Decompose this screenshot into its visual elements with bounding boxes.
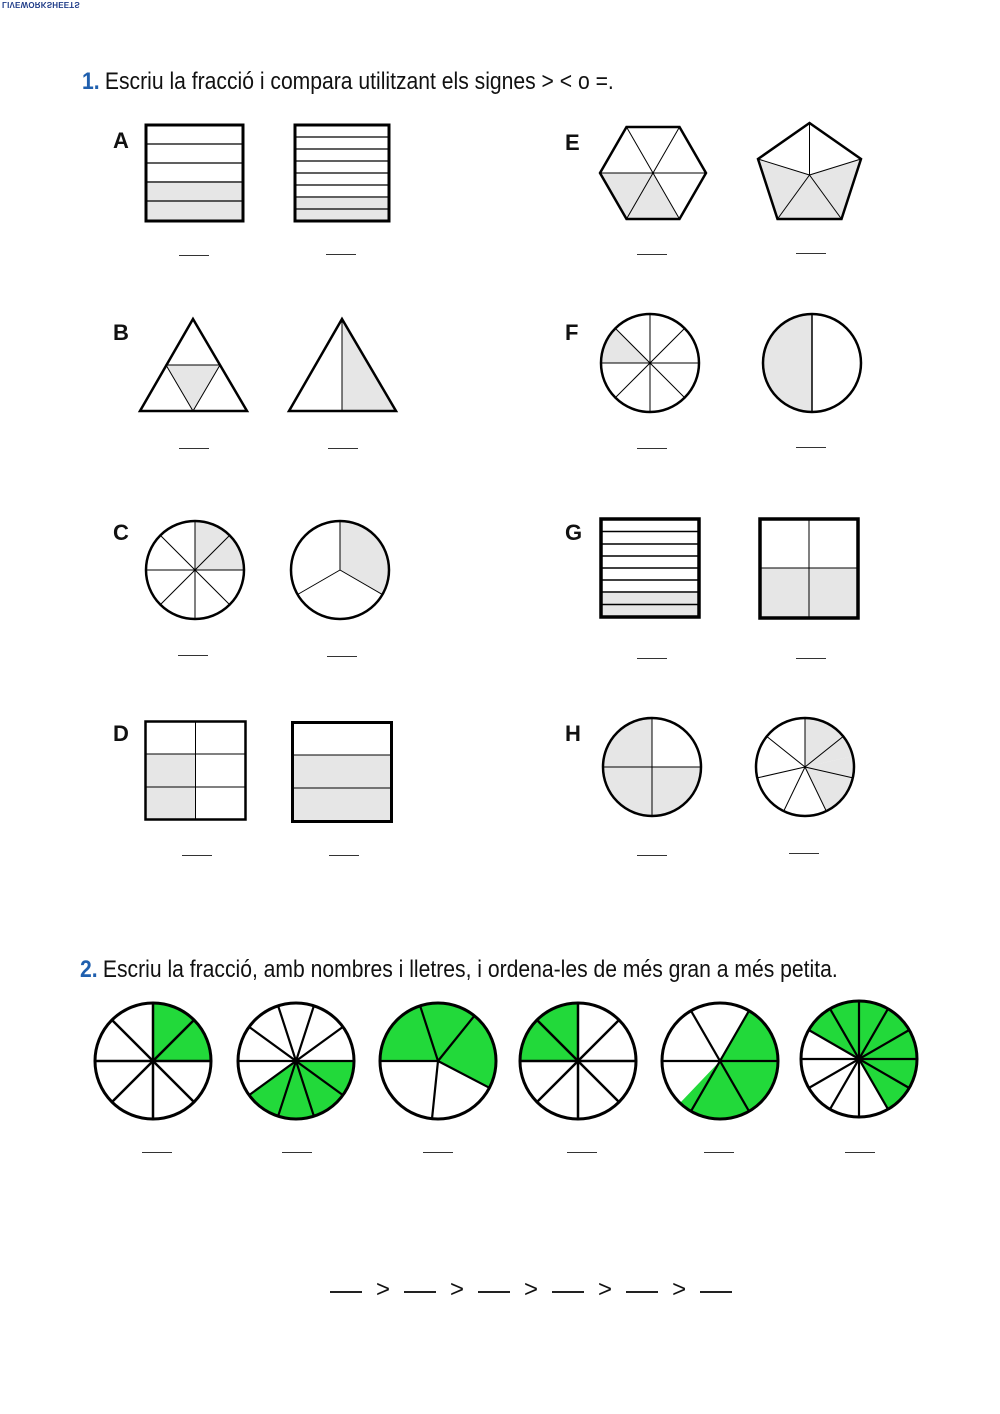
fraction-circle-5 [658,1000,782,1122]
figure-f1-circle-eighths [598,311,702,415]
order-blank-2[interactable] [404,1291,436,1293]
greater-than-sign: > [524,1276,539,1303]
greater-than-sign: > [672,1276,687,1303]
fraction-circle-2 [234,1000,358,1122]
figure-a1-square-5-strips [144,123,245,223]
answer-blank-c1[interactable] [178,655,208,656]
order-blank-4[interactable] [552,1291,584,1293]
question-2 [80,956,838,984]
answer-blank-q2-1[interactable] [142,1152,172,1153]
answer-blank-h2[interactable] [789,853,819,854]
answer-blank-b2[interactable] [328,448,358,449]
order-blank-3[interactable] [478,1291,510,1293]
answer-blank-f2[interactable] [796,447,826,448]
label-c: C [113,520,129,545]
answer-blank-g2[interactable] [796,658,826,659]
answer-blank-f1[interactable] [637,448,667,449]
figure-g2-square-quarters [757,516,861,621]
order-blank-1[interactable] [330,1291,362,1293]
figure-h1-circle-quarters [600,715,704,819]
figure-b2-triangle-half [288,316,398,414]
label-h: H [565,721,581,746]
answer-blank-q2-6[interactable] [845,1152,875,1153]
question-2-number: 2. [80,956,98,983]
label-e: E [565,130,580,155]
question-1 [82,68,614,96]
answer-blank-a2[interactable] [326,254,356,255]
fraction-circle-6 [797,998,921,1120]
answer-blank-e1[interactable] [637,254,667,255]
answer-blank-g1[interactable] [637,658,667,659]
order-blank-5[interactable] [626,1291,658,1293]
fraction-circle-3 [376,1000,500,1122]
label-b: B [113,320,129,345]
label-d: D [113,721,129,746]
figure-e1-hexagon-sixths [598,125,708,221]
label-g: G [565,520,583,545]
figure-e2-pentagon-fifths [756,121,863,222]
fraction-circle-1 [91,1000,215,1122]
figure-a2-square-8-strips [293,123,391,223]
answer-blank-c2[interactable] [327,656,357,657]
question-1-text: Escriu la fracció i compara utilitzant els signes > < o =. [104,68,614,95]
fraction-circle-4 [516,1000,640,1122]
answer-blank-d1[interactable] [182,855,212,856]
greater-than-sign: > [376,1276,391,1303]
figure-f2-circle-half [760,311,864,415]
label-a: A [113,128,129,153]
figure-g1-square-8-strips [598,516,702,620]
figure-h2-circle-sevenths [753,715,857,819]
answer-blank-q2-4[interactable] [567,1152,597,1153]
question-1-number: 1. [82,68,100,95]
figure-c1-circle-eighths [143,518,247,622]
answer-blank-q2-3[interactable] [423,1152,453,1153]
liveworksheets-logo: LIVEWORKSHEETS [2,0,80,9]
answer-blank-q2-2[interactable] [282,1152,312,1153]
greater-than-sign: > [450,1276,465,1303]
figure-d2-square-thirds [290,720,394,824]
label-f: F [565,320,579,345]
answer-blank-d2[interactable] [329,855,359,856]
answer-blank-e2[interactable] [796,253,826,254]
order-line [326,1276,736,1304]
greater-than-sign: > [598,1276,613,1303]
question-2-text: Escriu la fracció, amb nombres i lletres, i ordena-les de més gran a més petita. [102,956,838,983]
answer-blank-h1[interactable] [637,855,667,856]
answer-blank-q2-5[interactable] [704,1152,734,1153]
figure-d1-square-sixths [143,719,248,822]
figure-b1-triangle-quarter [139,316,249,414]
answer-blank-a1[interactable] [179,255,209,256]
figure-c2-circle-thirds [288,518,392,622]
order-blank-6[interactable] [700,1291,732,1293]
answer-blank-b1[interactable] [179,448,209,449]
